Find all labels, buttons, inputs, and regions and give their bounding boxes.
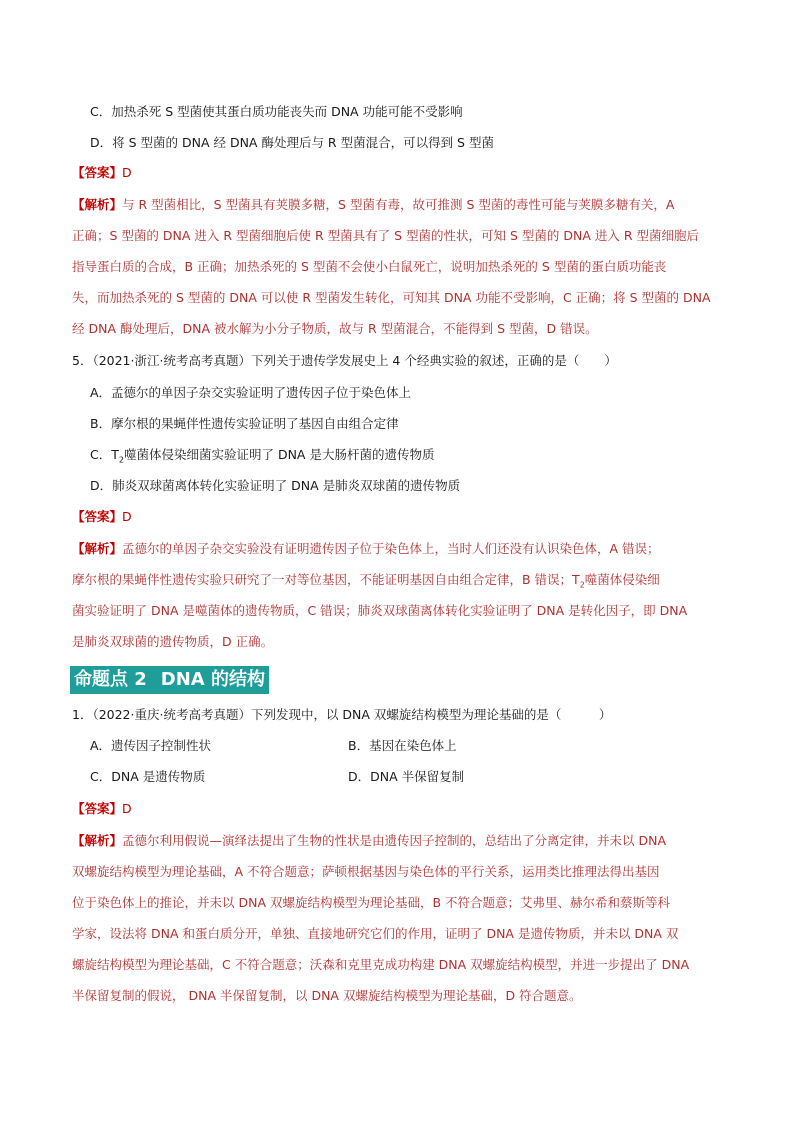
analysis-text: 噬菌体侵染细 (584, 572, 660, 587)
q1-option-c: C．DNA 是遗传物质 (90, 769, 206, 784)
answer-label: 【答案】 (72, 509, 123, 524)
answer-label: 【答案】 (72, 801, 123, 816)
q4-answer (72, 164, 732, 182)
q4-analysis-line (72, 196, 732, 214)
q4-analysis-line: 指导蛋白质的合成，B 正确；加热杀死的 S 型菌不会使小白鼠死亡，说明加热杀死的 S 型菌的蛋白质功能丧 (72, 259, 667, 274)
answer-label: 【答案】 (72, 165, 123, 180)
analysis-label: 【解析】 (72, 541, 123, 556)
section-heading (70, 666, 269, 694)
answer-value: D (122, 165, 132, 180)
q5-stem: 5．（2021·浙江·统考高考真题）下列关于遗传学发展史上 4 个经典实验的叙述，正确的是（ ） (72, 353, 617, 368)
q1-analysis-line: 位于染色体上的推论，并未以 DNA 双螺旋结构模型为理论基础，B 不符合题意；艾弗里、赫尔希和蔡斯等科 (72, 895, 671, 910)
q4-option-d: D．将 S 型菌的 DNA 经 DNA 酶处理后与 R 型菌混合，可以得到 S 型菌 (90, 135, 494, 150)
q4-analysis-line: 正确；S 型菌的 DNA 进入 R 型菌细胞后使 R 型菌具有了 S 型菌的性状，可知 S 型菌的 DNA 进入 R 型菌细胞后 (72, 228, 700, 243)
q5-answer (72, 508, 732, 526)
q4-option-c: C．加热杀死 S 型菌使其蛋白质功能丧失而 DNA 功能可能不受影响 (90, 104, 463, 119)
q5-option-c-prefix: C．T (90, 447, 119, 462)
answer-value: D (122, 509, 132, 524)
section-number: 命题点 2 (74, 669, 147, 690)
q5-option-d: D．肺炎双球菌离体转化实验证明了 DNA 是肺炎双球菌的遗传物质 (90, 478, 461, 493)
q5-option-c-text: 噬菌体侵染细菌实验证明了 DNA 是大肠杆菌的遗传物质 (123, 447, 435, 462)
analysis-text: 摩尔根的果蝇伴性遗传实验只研究了一对等位基因，不能证明基因自由组合定律，B 错误；T (72, 572, 580, 587)
q1-option-b: B．基因在染色体上 (348, 738, 457, 753)
q5-option-c (90, 446, 750, 470)
q5-analysis-line (72, 540, 732, 558)
analysis-label: 【解析】 (72, 197, 123, 212)
q5-analysis-line: 菌实验证明了 DNA 是噬菌体的遗传物质，C 错误；肺炎双球菌离体转化实验证明了 DNA 是转化因子，即 DNA (72, 603, 688, 618)
q1-option-a: A．遗传因子控制性状 (90, 738, 212, 753)
q5-option-a: A．孟德尔的单因子杂交实验证明了遗传因子位于染色体上 (90, 385, 412, 400)
analysis-text: 孟德尔利用假说—演绎法提出了生物的性状是由遗传因子控制的，总结出了分离定律，并未以 DNA (122, 833, 667, 848)
q1-analysis-line (72, 832, 732, 850)
q1-option-d: D．DNA 半保留复制 (348, 769, 465, 784)
q5-option-b: B．摩尔根的果蝇伴性遗传实验证明了基因自由组合定律 (90, 416, 399, 431)
q5-option-c-subscript: 2 (118, 455, 124, 465)
q1-analysis-line: 学家，设法将 DNA 和蛋白质分开，单独、直接地研究它们的作用，证明了 DNA 是遗传物质，并未以 DNA 双 (72, 926, 679, 941)
q4-analysis-line: 经 DNA 酶处理后，DNA 被水解为小分子物质，故与 R 型菌混合，不能得到 S 型菌，D 错误。 (72, 321, 598, 336)
q1-answer (72, 800, 732, 818)
analysis-subscript: 2 (579, 580, 585, 590)
q4-analysis-line: 失，而加热杀死的 S 型菌的 DNA 可以使 R 型菌发生转化，可知其 DNA 功能不受影响，C 正确；将 S 型菌的 DNA (72, 290, 711, 305)
analysis-label: 【解析】 (72, 833, 123, 848)
answer-value: D (122, 801, 132, 816)
q1-analysis-line: 半保留复制的假说， DNA 半保留复制，以 DNA 双螺旋结构模型为理论基础，D 符合题意。 (72, 988, 582, 1003)
q1-analysis-line: 螺旋结构模型为理论基础，C 不符合题意；沃森和克里克成功构建 DNA 双螺旋结构模型，并进一步提出了 DNA (72, 957, 690, 972)
q5-analysis-line (72, 571, 732, 595)
section-title: DNA 的结构 (160, 669, 265, 690)
analysis-text: 与 R 型菌相比，S 型菌具有荚膜多糖，S 型菌有毒，故可推测 S 型菌的毒性可能与荚膜多糖有关，A (122, 197, 675, 212)
analysis-text: 孟德尔的单因子杂交实验没有证明遗传因子位于染色体上，当时人们还没有认识染色体，A 错误； (122, 541, 660, 556)
q1-analysis-line: 双螺旋结构模型为理论基础，A 不符合题意；萨顿根据基因与染色体的平行关系，运用类比推理法得出基因 (72, 864, 660, 879)
q5-analysis-line: 是肺炎双球菌的遗传物质，D 正确。 (72, 634, 274, 649)
q1-stem: 1．（2022·重庆·统考高考真题）下列发现中，以 DNA 双螺旋结构模型为理论基础的是（ ） (72, 707, 612, 722)
